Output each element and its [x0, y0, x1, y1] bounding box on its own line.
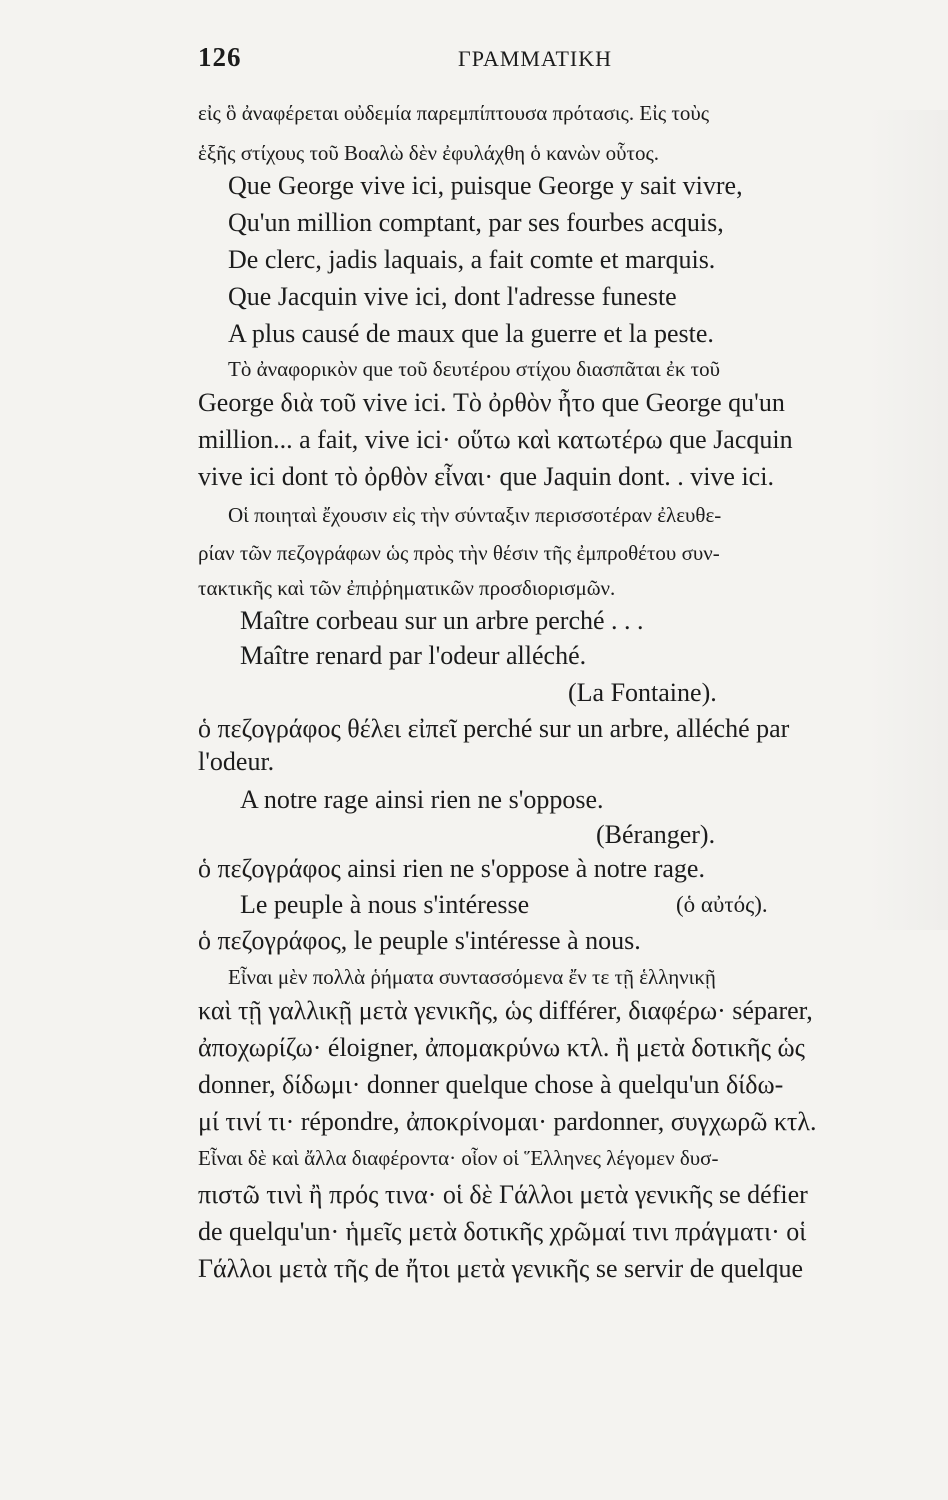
text-line: donner, δίδωμι· donner quelque chose à quelqu'un δίδω-: [198, 1070, 784, 1099]
verse-line: Qu'un million comptant, par ses fourbes acquis,: [228, 208, 724, 237]
text-line: μί τινί τι· répondre, ἀποκρίνομαι· pardonner, συγχωρῶ κτλ.: [198, 1107, 817, 1136]
text-line: de quelqu'un· ἡμεῖς μετὰ δοτικῆς χρῶμαί τινι πράγματι· οἱ: [198, 1217, 807, 1246]
text-line: George διὰ τοῦ vive ici. Τὸ ὀρθὸν ἦτο que George qu'un: [198, 388, 785, 417]
text-line: ὁ πεζογράφος ainsi rien ne s'oppose à notre rage.: [198, 854, 705, 883]
verse-line: Le peuple à nous s'intéresse: [240, 890, 530, 919]
text-line: Γάλλοι μετὰ τῆς de ἤτοι μετὰ γενικῆς se servir de quelque: [198, 1254, 804, 1283]
verse-line: De clerc, jadis laquais, a fait comte et marquis.: [228, 245, 716, 274]
attribution: (La Fontaine).: [568, 678, 717, 707]
text-line: Οἱ ποιηταὶ ἔχουσιν εἰς τὴν σύνταξιν περισσοτέραν ἐλευθε-: [228, 503, 722, 527]
text-line: ὁ πεζογράφος θέλει εἰπεῖ perché sur un arbre, alléché par: [198, 714, 790, 743]
text-line: l'odeur.: [198, 747, 275, 776]
text-line: πιστῶ τινὶ ἢ πρός τινα· οἱ δὲ Γάλλοι μετὰ γενικῆς se défier: [198, 1180, 808, 1209]
text-line: Εἶναι δὲ καὶ ἄλλα διαφέροντα· οἷον οἱ Ἕλληνες λέγομεν δυσ-: [198, 1146, 719, 1170]
verse-line: Que Jacquin vive ici, dont l'adresse funeste: [228, 282, 677, 311]
running-head: ΓΡΑΜΜΑΤΙΚΗ: [458, 46, 612, 71]
text-line: ρίαν τῶν πεζογράφων ὡς πρὸς τὴν θέσιν τῆς ἐμπροθέτου συν-: [198, 541, 720, 565]
verse-line: Maître renard par l'odeur alléché.: [240, 641, 587, 670]
page-number: 126: [198, 42, 242, 72]
verse-line: A notre rage ainsi rien ne s'oppose.: [240, 785, 604, 814]
attribution: (ὁ αὐτός).: [676, 892, 768, 917]
attribution: (Béranger).: [596, 820, 716, 849]
page-header: [198, 42, 848, 82]
text-line: καὶ τῇ γαλλικῇ μετὰ γενικῆς, ὡς différer, διαφέρω· séparer,: [198, 996, 813, 1025]
verse-line: Maître corbeau sur un arbre perché . . .: [240, 606, 644, 635]
page-shadow: [868, 110, 948, 930]
text-line: εἰς ὃ ἀναφέρεται οὐδεμία παρεμπίπτουσα πρότασις. Εἰς τοὺς: [198, 101, 710, 125]
text-line: ἀποχωρίζω· éloigner, ἀπομακρύνω κτλ. ἢ μετὰ δοτικῆς ὡς: [198, 1033, 805, 1062]
text-line: ὁ πεζογράφος, le peuple s'intéresse à nous.: [198, 926, 641, 955]
text-line: ἑξῆς στίχους τοῦ Βοαλὼ δὲν ἐφυλάχθη ὁ κανὼν οὗτος.: [198, 141, 660, 165]
text-line: million... a fait, vive ici· οὕτω καὶ κατωτέρω que Jacquin: [198, 425, 793, 454]
text-line: vive ici dont τὸ ὀρθὸν εἶναι· que Jaquin dont. . vive ici.: [198, 462, 774, 491]
text-line: Τὸ ἀναφορικὸν que τοῦ δευτέρου στίχου διασπᾶται ἐκ τοῦ: [228, 357, 721, 381]
verse-line: A plus causé de maux que la guerre et la peste.: [228, 319, 714, 348]
verse-line: Que George vive ici, puisque George y sait vivre,: [228, 171, 743, 200]
text-line: Εἶναι μὲν πολλὰ ῥήματα συντασσόμενα ἔν τε τῇ ἑλληνικῇ: [228, 965, 716, 989]
text-line: τακτικῆς καὶ τῶν ἐπιῤῥηματικῶν προσδιορισμῶν.: [198, 576, 616, 600]
